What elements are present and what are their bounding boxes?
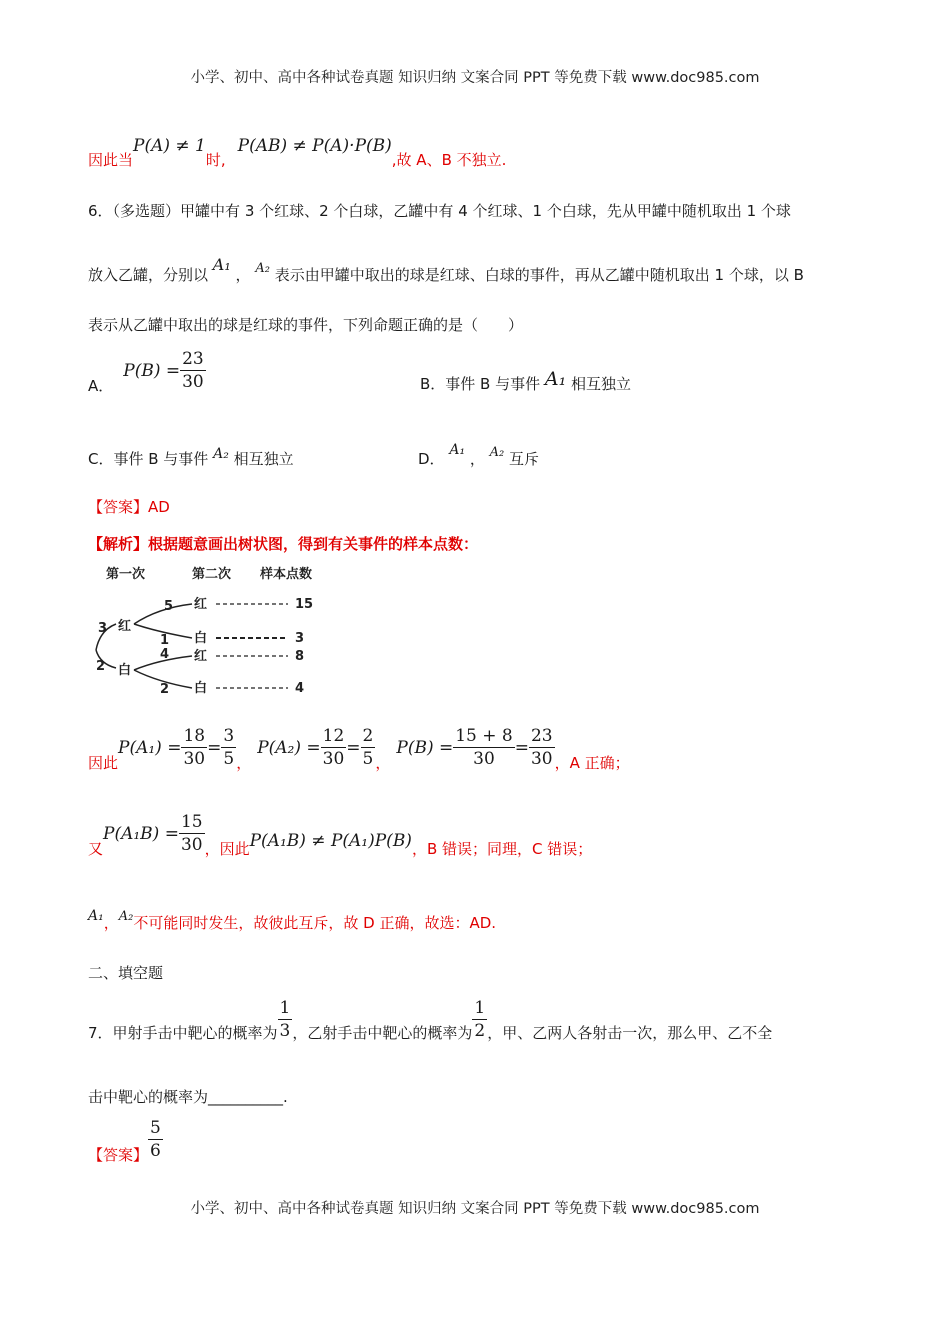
pb-n1: 15 + 8 xyxy=(455,726,513,746)
pa2-d1: 30 xyxy=(322,749,345,769)
mutual-exclusive-line xyxy=(88,908,497,933)
option-d-tail: 互斥 xyxy=(509,450,540,468)
probabilities-line: 因此 P(A₁) = $\frac{18}{30}$ = $\frac{3}{5}$ ， P(A₂) = $\frac{12}{30}$ = $\frac{2}{5}$ ， P(B) = $\frac{15 + 8}{30}$ = $\frac{23}{30}$ ，A 正确； xyxy=(88,726,630,772)
bc-wrong: ，B 错误；同理，C 错误； xyxy=(411,840,593,858)
option-b xyxy=(420,368,632,394)
pa2-n2: 2 xyxy=(362,726,374,746)
q7-mid: ，乙射手击中靶心的概率为 xyxy=(292,1024,473,1042)
sep1: ， xyxy=(236,754,252,772)
tree-rr-count: 5 xyxy=(164,599,174,614)
pb-frac1 xyxy=(453,725,515,770)
symbol-a2: A₂ xyxy=(255,261,270,276)
q7-p1 xyxy=(278,997,293,1042)
pb-n2: 23 xyxy=(530,726,553,746)
therefore-label: 因此 xyxy=(88,754,119,772)
option-a-frac xyxy=(180,348,206,393)
answer-6-label: 【答案】 xyxy=(88,498,149,516)
line-sep: ， xyxy=(103,914,119,932)
prev-prefix: 因此当 xyxy=(88,151,134,169)
option-b-tail: 相互独立 xyxy=(571,375,632,393)
option-c-symbol: A₂ xyxy=(213,446,229,462)
answer-7-den: 6 xyxy=(150,1141,161,1161)
option-d-label: D． xyxy=(418,450,445,468)
tree-first-white: 白 xyxy=(118,663,132,678)
option-d xyxy=(418,442,540,469)
last-statement: 不可能同时发生，故彼此互斥，故 D 正确，故选：AD. xyxy=(133,914,497,932)
pa2-frac2 xyxy=(361,725,376,770)
sep2: ， xyxy=(375,754,391,772)
option-a xyxy=(88,345,206,396)
page-header: 小学、初中、高中各种试卷真题 知识归纳 文案合同 PPT 等免费下载 www.doc985.com xyxy=(190,70,760,86)
page-footer: 小学、初中、高中各种试卷真题 知识归纳 文案合同 PPT 等免费下载 www.doc985.com xyxy=(190,1201,760,1217)
neq-formula: P(A₁B) ≠ P(A₁)P(B) xyxy=(249,830,412,851)
pa1-d1: 30 xyxy=(183,749,206,769)
tree-col1: 第一次 xyxy=(106,567,146,582)
pa1-frac2 xyxy=(221,725,236,770)
prev-suffix: ,故 A、B 不独立. xyxy=(391,151,507,169)
line-a1-symbol: A₁ xyxy=(88,908,104,924)
option-d-symbol-a1: A₁ xyxy=(449,442,466,458)
symbol-a1: A₁ xyxy=(212,255,231,274)
line-a2-symbol: A₂ xyxy=(118,909,134,924)
pa1-n1: 18 xyxy=(183,726,206,746)
tree-first-red: 红 xyxy=(118,619,132,634)
tree-branch-rr xyxy=(134,604,192,624)
q7-p2-num: 1 xyxy=(474,998,486,1018)
option-a-label: A． xyxy=(88,377,114,395)
tree-rw-count: 1 xyxy=(160,633,170,648)
pa1b-frac xyxy=(179,811,205,856)
conditional-line xyxy=(88,808,592,859)
q7-p1-den: 3 xyxy=(279,1021,291,1041)
tree-ww-count: 2 xyxy=(160,682,170,697)
tree-col3: 样本点数 xyxy=(260,567,313,582)
q7-p2-den: 2 xyxy=(474,1021,486,1041)
q7-p1-num: 1 xyxy=(279,998,291,1018)
tree-col2: 第二次 xyxy=(192,567,232,582)
answer-7 xyxy=(88,1114,163,1165)
q6-line3: 表示从乙罐中取出的球是红球的事件，下列命题正确的是（ ） xyxy=(88,316,524,334)
answer-7-label: 【答案】 xyxy=(88,1146,149,1164)
tree-wr-count: 4 xyxy=(160,647,170,662)
option-c-tail: 相互独立 xyxy=(233,450,294,468)
option-a-den: 30 xyxy=(182,372,204,392)
option-a-num: 23 xyxy=(182,349,204,369)
answer-6-value: AD xyxy=(148,498,170,516)
tree-weight-white: 2 xyxy=(96,659,106,674)
tree-diagram xyxy=(88,560,348,700)
q7-line2: 击中靶心的概率为__________. xyxy=(88,1088,288,1106)
answer-7-num: 5 xyxy=(150,1118,161,1138)
q7-p2 xyxy=(472,997,487,1042)
analysis-6-label: 【解析】 xyxy=(88,535,149,553)
pa1-n2: 3 xyxy=(223,726,235,746)
tree-count2: 3 xyxy=(295,631,305,646)
prev-formula: P(AB) ≠ P(A)·P(B) xyxy=(237,136,392,156)
answer-7-frac xyxy=(148,1117,163,1162)
pa2-frac1 xyxy=(321,725,347,770)
q6-line2 xyxy=(88,255,804,285)
a-correct: ，A 正确； xyxy=(554,754,630,772)
tree-count1: 15 xyxy=(295,597,314,612)
tree-leaf2: 白 xyxy=(194,631,208,646)
tree-weight-red: 3 xyxy=(98,621,108,636)
pa1b-lhs: P(A₁B) = xyxy=(103,823,179,844)
tree-count4: 4 xyxy=(295,681,305,696)
q6-line2a: 放入乙罐，分别以 xyxy=(88,266,209,284)
pb-lhs: P(B) = xyxy=(396,737,454,758)
option-c xyxy=(88,448,294,469)
q6-sep: ， xyxy=(235,266,251,284)
q7-line1 xyxy=(88,996,772,1043)
option-d-sep: ， xyxy=(469,450,485,468)
answer-6 xyxy=(88,496,170,517)
pa1b-num: 15 xyxy=(180,812,203,832)
q7-prefix: 7．甲射手击中靶心的概率为 xyxy=(88,1024,278,1042)
option-d-symbol-a2: A₂ xyxy=(489,445,505,460)
prev-mid: 时, xyxy=(205,151,226,169)
analysis-6 xyxy=(88,533,478,554)
pa1-d2: 5 xyxy=(223,749,235,769)
prev-cond: P(A) ≠ 1 xyxy=(133,136,206,156)
section-fill-in: 二、填空题 xyxy=(88,964,164,982)
tree-count3: 8 xyxy=(295,649,305,664)
q6-line1: 6．（多选题）甲罐中有 3 个红球、2 个白球，乙罐中有 4 个红球、1 个白球，先从甲罐中随机取出 1 个球 xyxy=(88,202,791,220)
q6-line2b: 表示由甲罐中取出的球是红球、白球的事件，再从乙罐中随机取出 1 个球，以 B xyxy=(274,266,804,284)
tree-leaf4: 白 xyxy=(194,681,208,696)
pa2-n1: 12 xyxy=(322,726,345,746)
pa2-d2: 5 xyxy=(362,749,374,769)
so-label: ，因此 xyxy=(204,840,250,858)
analysis-6-intro: 根据题意画出树状图，得到有关事件的样本点数： xyxy=(148,535,479,553)
option-b-symbol: A₁ xyxy=(544,368,567,390)
pa2-lhs: P(A₂) = xyxy=(257,737,321,758)
prev-conclusion xyxy=(88,136,507,169)
pa1-frac1 xyxy=(181,725,207,770)
tree-leaf3: 红 xyxy=(194,649,208,664)
pb-d2: 30 xyxy=(530,749,553,769)
option-a-lhs: P(B) = xyxy=(123,360,181,381)
q7-suffix: ，甲、乙两人各射击一次，那么甲、乙不全 xyxy=(487,1024,773,1042)
tree-leaf1: 红 xyxy=(194,597,208,612)
pb-d1: 30 xyxy=(473,749,495,769)
also-label: 又 xyxy=(88,840,104,858)
option-c-text: C．事件 B 与事件 xyxy=(88,450,209,468)
option-b-text: B．事件 B 与事件 xyxy=(420,375,541,393)
pa1b-den: 30 xyxy=(180,835,203,855)
pb-frac2 xyxy=(529,725,555,770)
pa1-lhs: P(A₁) = xyxy=(118,737,182,758)
